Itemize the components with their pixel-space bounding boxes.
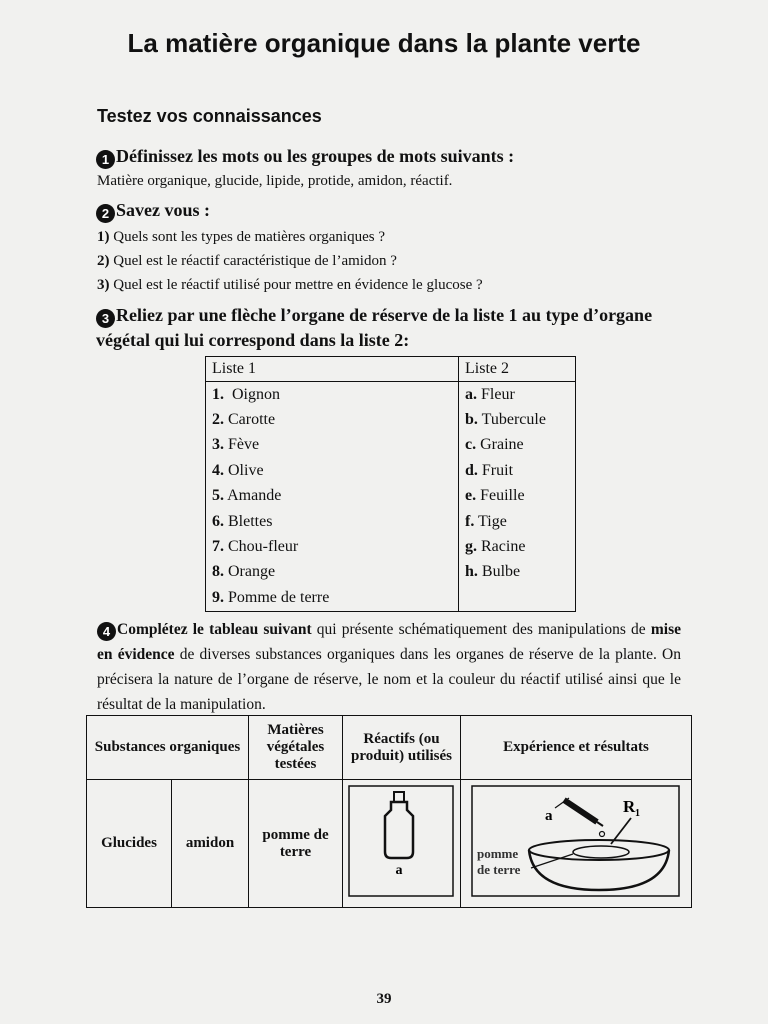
item-text: Quels sont les types de matières organiques ?	[113, 229, 385, 245]
list-2-letter: a.	[465, 385, 477, 403]
question-4-bold-1: Complétez le tableau suivant	[117, 621, 312, 638]
list-2-item: Fruit	[481, 461, 514, 479]
table-row	[206, 560, 576, 585]
question-4-paragraph	[97, 617, 681, 717]
list-1-item: Orange	[228, 563, 276, 581]
question-1-terms: Matière organique, glucide, lipide, protide, amidon, réactif.	[97, 173, 453, 189]
list-1-number: 6.	[212, 512, 224, 530]
item-number: 3)	[97, 277, 110, 293]
list-2-letter: h.	[465, 563, 478, 581]
header-experiment: Expérience et résultats	[461, 716, 692, 780]
question-4-text-1: qui présente schématiquement des manipulations de	[311, 621, 651, 638]
table-row	[206, 382, 576, 408]
list-2-item: Feuille	[480, 487, 525, 505]
list-1-number: 2.	[212, 411, 224, 429]
label-de-terre: de terre	[477, 862, 521, 877]
label-a: a	[545, 808, 553, 824]
list-2-item: Bulbe	[481, 563, 521, 581]
cell-substance: Glucides	[87, 780, 172, 908]
label-pomme: pomme	[477, 846, 519, 861]
table-row	[206, 407, 576, 432]
list-2-letter: b.	[465, 411, 478, 429]
question-1-heading	[96, 146, 514, 169]
list-2-item: Racine	[481, 538, 526, 556]
matching-table	[205, 356, 576, 612]
cell-material: pomme de terre	[249, 780, 343, 908]
section-heading: Testez vos connaissances	[97, 106, 322, 126]
header-substances: Substances organiques	[87, 716, 249, 780]
list-2-letter: g.	[465, 538, 477, 556]
header-materials: Matières végétales testées	[249, 716, 343, 780]
question-1-number: 1	[96, 150, 115, 169]
list-2-item: Tubercule	[481, 411, 546, 429]
table-row	[206, 484, 576, 509]
list-1-item: Oignon	[232, 385, 280, 403]
list-1-item: Fève	[228, 436, 260, 454]
list-1-item: Chou-fleur	[228, 538, 299, 556]
question-2-heading	[96, 200, 210, 223]
question-2-item	[97, 277, 483, 294]
question-3-heading	[96, 303, 686, 353]
label-r: R	[623, 797, 636, 816]
bowl-icon	[529, 840, 669, 860]
question-1-text: Définissez les mots ou les groupes de mots suivants :	[116, 146, 515, 166]
question-3-text: Reliez par une flèche l’organe de réserve de la liste 1 au type d’organe végétal qui lui correspond dans la liste 2:	[96, 305, 653, 350]
bottle-label: a	[395, 863, 402, 878]
question-3-number: 3	[96, 309, 115, 328]
list-1-number: 3.	[212, 436, 224, 454]
list-2-item: Fleur	[481, 385, 515, 403]
list-1-item: Olive	[228, 461, 264, 479]
list-2-letter: c.	[465, 436, 477, 454]
cell-reagent	[343, 780, 461, 908]
list-1-number: 4.	[212, 461, 224, 479]
dropper-icon	[564, 800, 597, 822]
experiment-table	[86, 715, 692, 908]
table-row	[206, 534, 576, 559]
table-row	[206, 433, 576, 458]
experiment-drawing	[469, 782, 683, 900]
table-row	[206, 585, 576, 611]
list-1-number: 8.	[212, 563, 224, 581]
list-2-letter: d.	[465, 461, 478, 479]
question-4-number: 4	[97, 622, 116, 641]
reagent-bottle-drawing	[347, 782, 457, 900]
list-1-item: Pomme de terre	[228, 588, 330, 606]
list-1-item: Amande	[227, 487, 282, 505]
potato-slice	[573, 846, 629, 858]
list-2-letter: f.	[465, 512, 475, 530]
table-row	[206, 458, 576, 483]
list-1-number: 9.	[212, 588, 224, 606]
list-1-number: 5.	[212, 487, 224, 505]
cell-substance-type: amidon	[172, 780, 249, 908]
list-1-number: 1.	[212, 385, 224, 403]
question-4-text-2: de diverses substances organiques dans les organes de réserve de la plante. On précisera la nature de l’organe de réserve, le nom et la couleur du réactif utilisé ainsi que le résultat de la manipulation.	[97, 646, 681, 713]
item-text: Quel est le réactif utilisé pour mettre en évidence le glucose ?	[113, 277, 483, 293]
question-2-item	[97, 229, 385, 246]
item-number: 2)	[97, 253, 110, 269]
question-4-bold-2: mise en évidence	[97, 621, 681, 663]
list-2-header: Liste 2	[459, 357, 576, 382]
table-row	[206, 509, 576, 534]
list-2-letter: e.	[465, 487, 477, 505]
drop-icon	[600, 832, 605, 837]
question-2-item	[97, 253, 397, 270]
page-title: La matière organique dans la plante verte	[127, 28, 641, 58]
label-r-subscript: 1	[635, 808, 640, 819]
question-2-text: Savez vous :	[116, 200, 210, 220]
page-number: 39	[376, 991, 392, 1007]
list-1-header: Liste 1	[206, 357, 459, 382]
bottle-cap	[394, 792, 404, 802]
cell-experiment	[461, 780, 692, 908]
list-1-item: Blettes	[228, 512, 273, 530]
list-2-item: Tige	[478, 512, 507, 530]
list-1-number: 7.	[212, 538, 224, 556]
question-2-number: 2	[96, 204, 115, 223]
list-1-item: Carotte	[228, 411, 276, 429]
bottle-icon	[385, 802, 413, 858]
item-text: Quel est le réactif caractéristique de l’amidon ?	[113, 253, 397, 269]
header-reagents: Réactifs (ou produit) utilisés	[343, 716, 461, 780]
list-2-item: Graine	[480, 436, 524, 454]
item-number: 1)	[97, 229, 110, 245]
